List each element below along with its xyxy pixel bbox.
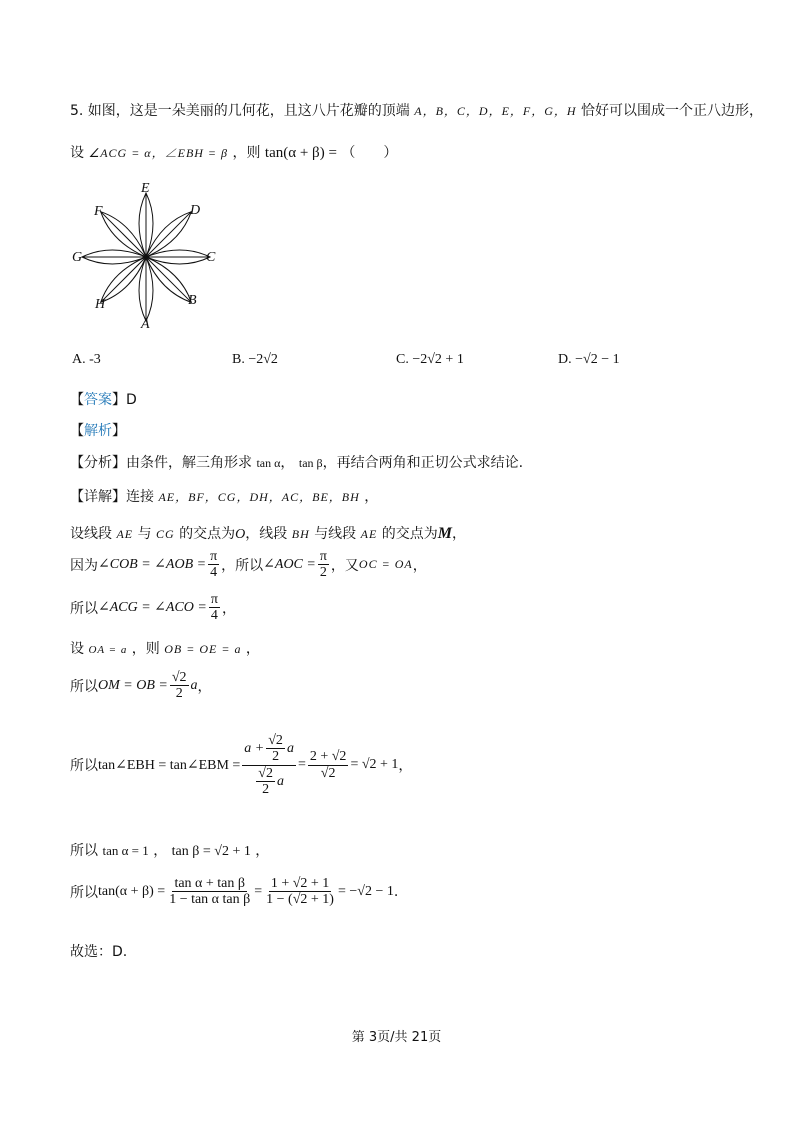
figure-label-a: A	[141, 317, 150, 332]
answer-value: D	[126, 392, 137, 408]
vertex-letters: A，B，C，D，E，F，G，H	[414, 104, 577, 118]
step-8: 所以 tan(α + β) = $\frac{\text{tan α + tan β}}{\text{1 − tan α tan β}}$ = $\frac{1 + √2 + 1}{1 - (√2 + 1)}$ = −√2 − 1 .	[70, 876, 399, 908]
step-4: 设 OA = a ，则 OB = OE = a ，	[70, 641, 260, 657]
question-text-prefix: 5. 如图，这是一朵美丽的几何花，且这八片花瓣的顶端	[70, 103, 410, 119]
question-then-text: ，则	[232, 145, 261, 161]
figure-label-b: B	[188, 293, 197, 308]
fenxi-line: 【分析】由条件，解三角形求 tan α， tan β，再结合两角和正切公式求结论.	[70, 455, 524, 471]
step-6: 所以 tan∠EBH = tan∠EBM = a + $\frac{√2}{2}$ a $\frac{√2}{2}$ a = $\frac{2 + √2}{√2}$ = √2 + 1 ，	[70, 733, 413, 798]
question-line-2	[70, 142, 397, 162]
figure-label-c: C	[206, 250, 216, 265]
complex-fraction: a + $\frac{√2}{2}$ a $\frac{√2}{2}$ a	[244, 733, 294, 798]
answer-line	[70, 389, 137, 409]
figure-label-e: E	[141, 181, 150, 196]
page-footer: 第 3页/共 21页	[351, 1030, 442, 1045]
xiangjie-line: 【详解】连接 AE，BF，CG，DH，AC，BE，BH ，	[70, 489, 379, 505]
step-5: 所以 OM = OB = $\frac{√2}{2}$ a ，	[70, 670, 212, 702]
fenxi-tag: 【分析】	[70, 455, 126, 471]
analysis-tag: 【解析】	[70, 423, 126, 439]
figure-label-h: H	[95, 297, 106, 312]
step-7: 所以 tan α = 1 ， tan β = √2 + 1 ，	[70, 843, 270, 859]
xiangjie-tag: 【详解】	[70, 489, 126, 505]
option-c[interactable]: C. −2√2 + 1	[396, 352, 464, 367]
figure-label-d: D	[190, 203, 201, 218]
question-line-1	[70, 100, 763, 120]
answer-blank: （ ）	[341, 145, 398, 161]
step-2: 因为 ∠COB = ∠AOB = $\frac{\pi}{4}$ ，所以 ∠AOC = $\frac{\pi}{2}$ ，又 OC = OA ，	[70, 549, 427, 581]
figure-label-f: F	[94, 204, 103, 219]
geometric-flower-figure	[68, 180, 228, 335]
question-expression: tan(α + β) =	[264, 145, 337, 161]
angle-definitions: ∠ACG = α，∠EBH = β	[88, 146, 229, 160]
conclusion-line: 故选：D.	[70, 944, 128, 960]
answer-tag: 【答案】	[70, 392, 126, 408]
option-a[interactable]: A. -3	[72, 352, 101, 367]
question-text-suffix: 恰好可以围成一个正八边形，	[581, 103, 764, 119]
option-d[interactable]: D. −√2 − 1	[558, 352, 620, 367]
analysis-heading	[70, 420, 126, 440]
question-set-text: 设	[70, 145, 84, 161]
figure-label-g: G	[72, 250, 83, 265]
step-1: 设线段 AE 与 CG 的交点为O，线段 BH 与线段 AE 的交点为M，	[70, 525, 466, 542]
step-3: 所以 ∠ACG = ∠ACO = $\frac{\pi}{4}$ ，	[70, 592, 236, 624]
option-b[interactable]: B. −2√2	[232, 352, 278, 367]
